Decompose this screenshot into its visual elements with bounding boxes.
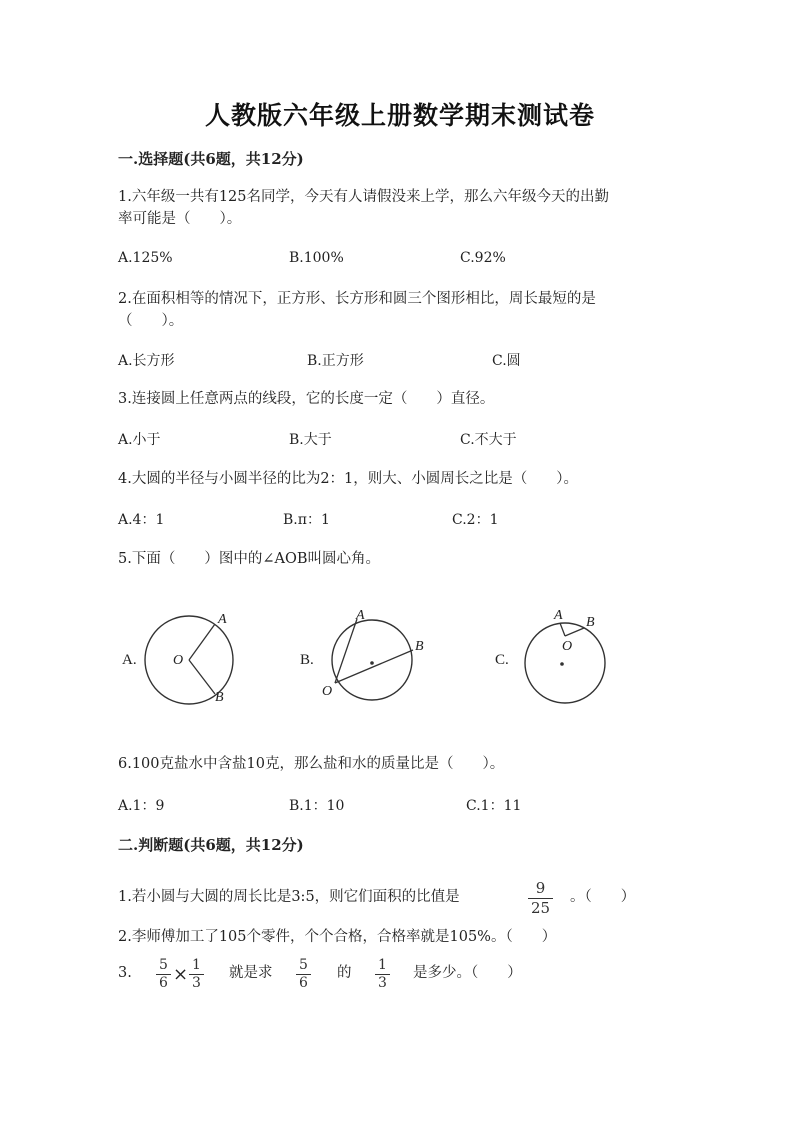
fraction-denominator: 6 xyxy=(299,975,308,991)
figure-c-segment-oa xyxy=(560,623,565,636)
option-2c: C.圆 xyxy=(492,353,521,369)
option-3a: A.小于 xyxy=(118,432,161,448)
fraction-numerator: 1 xyxy=(192,957,201,973)
figure-c-point-a: A xyxy=(554,608,563,623)
figure-c-point-b: B xyxy=(586,615,595,630)
figure-a-point-a: A xyxy=(218,612,227,627)
fraction-denominator: 25 xyxy=(531,899,551,917)
option-3c: C.不大于 xyxy=(460,432,517,448)
figure-c-center-dot xyxy=(560,662,564,666)
figure-a-radius-ob xyxy=(189,660,215,694)
figure-b-chord-ob xyxy=(335,650,413,683)
judge-question-3-text-2: 的 xyxy=(337,965,352,981)
figure-b-center-dot xyxy=(370,661,374,665)
judge-question-3-tail: 是多少。（ ） xyxy=(413,965,522,981)
fraction-numerator: 1 xyxy=(378,957,387,973)
fraction-numerator: 5 xyxy=(299,957,308,973)
question-6: 6.100克盐水中含盐10克，那么盐和水的质量比是（ ）。 xyxy=(118,756,505,772)
figure-c-option-label: C. xyxy=(495,652,509,668)
fraction-9-25 xyxy=(528,880,553,917)
fraction-5-6-b xyxy=(296,958,311,991)
option-4a: A.4：1 xyxy=(118,512,165,528)
figure-c-point-o: O xyxy=(562,639,573,654)
section-heading-judgement: 二.判断题(共6题，共12分) xyxy=(118,836,304,854)
fraction-1-3-b xyxy=(375,958,390,991)
option-4b: B.π：1 xyxy=(283,512,330,528)
question-4: 4.大圆的半径与小圆半径的比为2：1，则大、小圆周长之比是（ ）。 xyxy=(118,471,579,487)
figure-a-option-label: A. xyxy=(122,652,137,668)
times-sign: × xyxy=(173,964,189,985)
question-5: 5.下面（ ）图中的∠AOB叫圆心角。 xyxy=(118,551,380,567)
figure-a-radius-oa xyxy=(189,624,215,660)
option-2b: B.正方形 xyxy=(307,353,364,369)
option-6b: B.1：10 xyxy=(289,798,345,814)
figure-a-point-b: B xyxy=(215,690,224,705)
figure-c-segment-ob xyxy=(565,628,584,636)
option-4c: C.2：1 xyxy=(452,512,499,528)
figure-b-option-label: B. xyxy=(300,652,314,668)
figure-a-point-o: O xyxy=(173,653,184,668)
option-1c: C.92% xyxy=(460,250,506,266)
figure-a-circle-diagram xyxy=(115,605,245,705)
question-2-line-2: （ ）。 xyxy=(118,313,184,329)
figure-b-point-a: A xyxy=(356,608,365,623)
judge-question-1: 1.若小圆与大圆的周长比是3:5，则它们面积的比值是 xyxy=(118,889,460,905)
fraction-denominator: 3 xyxy=(378,975,387,991)
question-2-line-1: 2.在面积相等的情况下，正方形、长方形和圆三个图形相比，周长最短的是 xyxy=(118,291,596,307)
figure-b-circle xyxy=(332,620,412,700)
figure-b-chord-oa xyxy=(335,619,357,683)
option-1b: B.100% xyxy=(289,250,344,266)
judge-question-2: 2.李师傅加工了105个零件，个个合格，合格率就是105%。（ ） xyxy=(118,929,557,945)
option-3b: B.大于 xyxy=(289,432,332,448)
figure-b-point-b: B xyxy=(415,639,424,654)
option-2a: A.长方形 xyxy=(118,353,175,369)
section-heading-choice: 一.选择题(共6题，共12分) xyxy=(118,150,304,168)
judge-question-1-tail: 。（ ） xyxy=(570,889,636,905)
figure-c-circle-diagram xyxy=(492,605,622,710)
fraction-numerator: 5 xyxy=(159,957,168,973)
fraction-denominator: 3 xyxy=(192,975,201,991)
figure-b-point-o: O xyxy=(322,684,333,699)
figure-b-circle-diagram xyxy=(295,605,435,705)
fraction-1-3-a xyxy=(189,958,204,991)
fraction-5-6-a xyxy=(156,958,171,991)
option-1a: A.125% xyxy=(118,250,173,266)
option-6a: A.1：9 xyxy=(118,798,165,814)
fraction-numerator: 9 xyxy=(535,879,546,897)
question-1-line-1: 1.六年级一共有125名同学，今天有人请假没来上学，那么六年级今天的出勤 xyxy=(118,189,610,205)
question-1-line-2: 率可能是（ ）。 xyxy=(118,211,242,227)
question-3: 3.连接圆上任意两点的线段，它的长度一定（ ）直径。 xyxy=(118,391,495,407)
judge-question-3-number: 3. xyxy=(118,965,132,981)
page-title: 人教版六年级上册数学期末测试卷 xyxy=(204,101,595,130)
option-6c: C.1：11 xyxy=(466,798,522,814)
judge-question-3-text-1: 就是求 xyxy=(229,965,273,981)
fraction-denominator: 6 xyxy=(159,975,168,991)
